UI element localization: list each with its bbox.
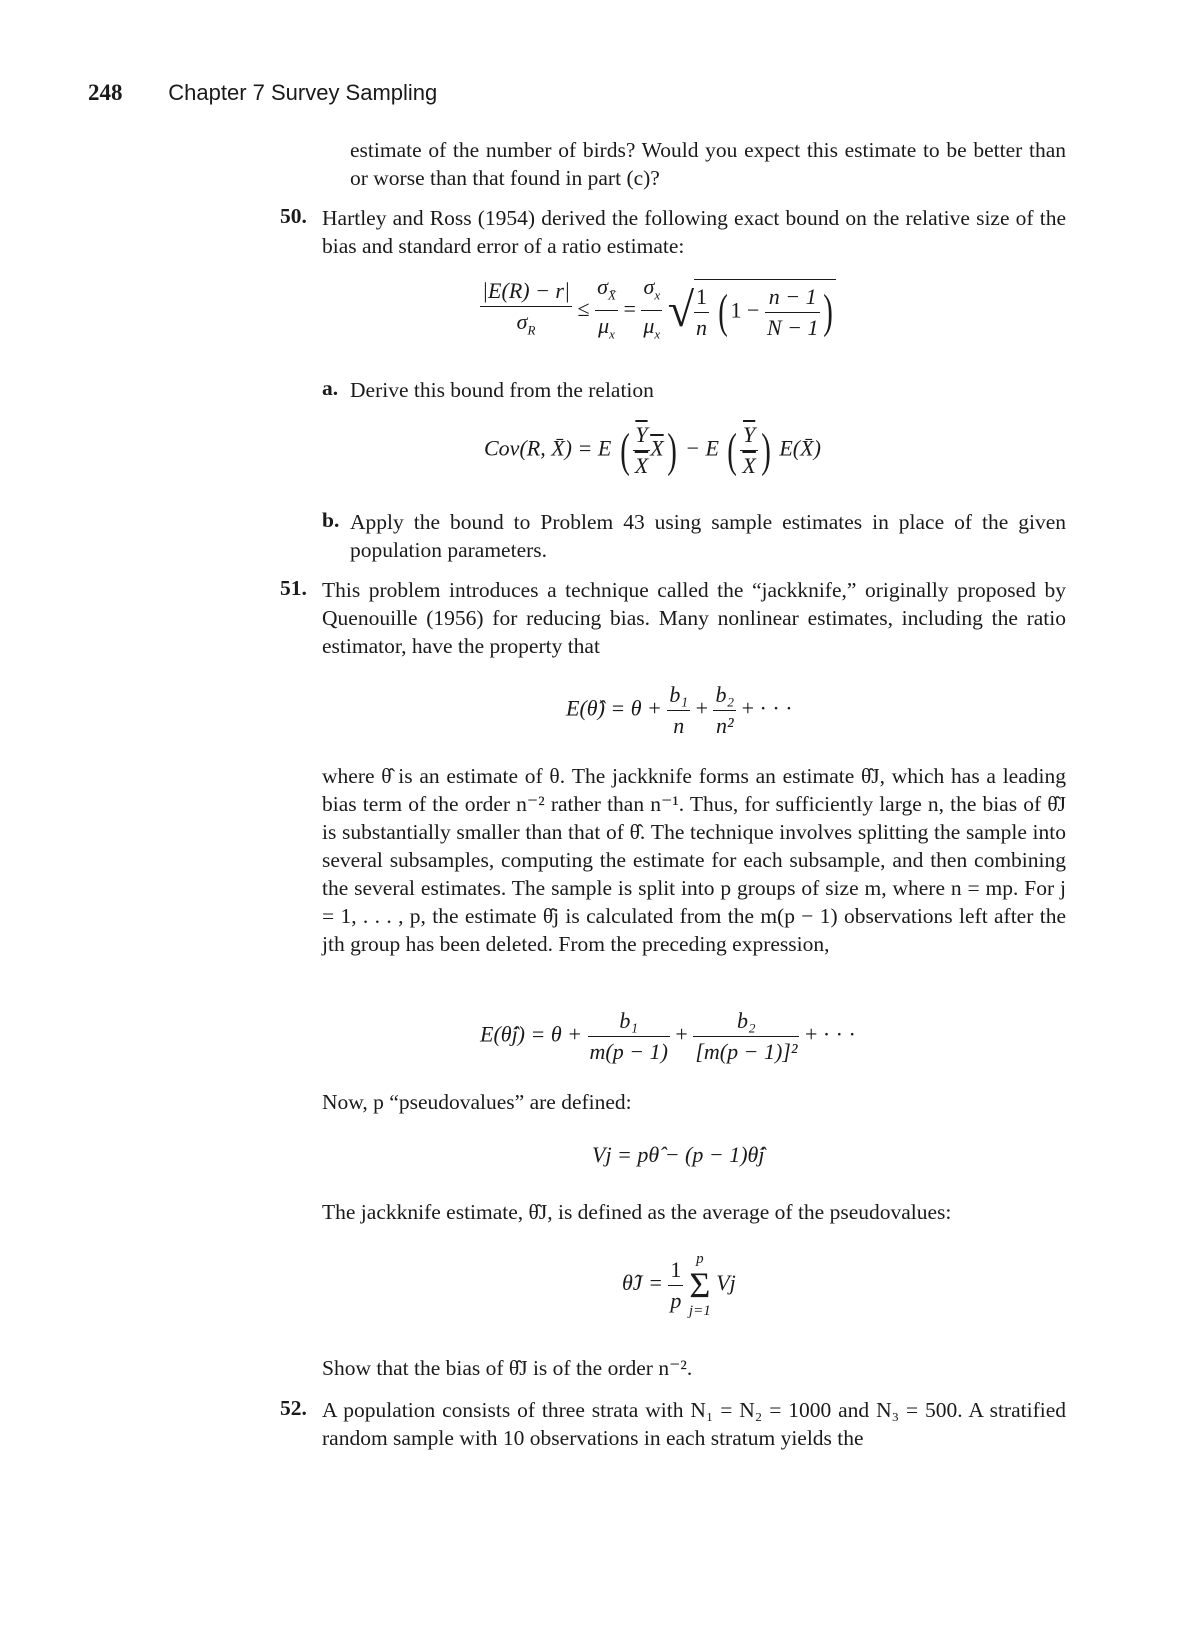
jackknife-estimate-equation: θ̂J = $\frac{1}{p}$ p Σ j=1 Vj [622,1251,736,1319]
problem-52-text: A population consists of three strata with N₁ = N₂ = 1000 and N₃ = 500. A stratified random sample with 10 observations in each stratum yields the [322,1398,1066,1450]
problem-52-number: 52. [280,1396,307,1420]
subsample-bias-equation: E(θ̂j) = θ + $\frac{\text{b₁}}{m(p - 1)}$ + $\frac{\text{b₂}}{\text{[m(p − 1)]²}}$ + · · · [480,1008,856,1064]
covariance-relation: Cov(R, X̄) = E ( $\frac{\overline{Y}}{X}$ $\overline{X}) - E$ ( $\frac{\overline{Y}}{X}$ ) E(X̄) [484,422,821,478]
problem-51-text: This problem introduces a technique called the “jackknife,” originally proposed by Quenouille (1956) for reducing bias. Many nonlinear estimates, including the ratio estimator, have the property that [322,578,1066,658]
bias-expansion-equation: E(θ̂) = θ + $\frac{\text{b₁}}{n}$ + $\frac{\text{b₂}}{\text{n²}}$ + · · · [566,682,793,738]
square-root: √ $\frac{1}{n}$ ( 1 − $\frac{n - 1}{N - 1}$ ) [668,279,837,343]
show-bias-text: Show that the bias of θ̂J is of the order n⁻². [322,1356,693,1380]
part-a-label: a. [322,376,339,400]
intro-paragraph: estimate of the number of birds? Would you expect this estimate to be better than or worse than that found in part (c)? [350,138,1066,190]
problem-51-number: 51. [280,576,307,600]
problem-50-number: 50. [280,204,307,228]
jackknife-definition-text: The jackknife estimate, θ̂J, is defined as the average of the pseudovalues: [322,1200,952,1224]
jackknife-description: where θ̂ is an estimate of θ. The jackknife forms an estimate θ̂J, which has a leading bias term of the order n⁻² rather than n⁻¹. Thus, for sufficiently large n, the bias of θ̂J is substantially smaller than that of θ̂. The technique involves splitting the sample into several subsamples, computing the estimate for each subsample, and then combining the several estimates. The sample is split into p groups of size m, where n = mp. For j = 1, . . . , p, the estimate θ̂j is calculated from the m(p − 1) observations left after the jth group has been deleted. From the preceding expression, [322,764,1066,956]
page-number: 248 [88,80,123,105]
pseudovalues-intro: Now, p “pseudovalues” are defined: [322,1090,632,1114]
hartley-ross-bound: $\frac{|E(R) - r|}{\sigma_R}$ ≤ $\frac{\sigma_{X̄}}{\mu_x}$ = $\frac{\sigma_x}{\mu_x}$ √ $\frac{1}{n}$ ( 1 − $\frac{n - 1}{N - 1}$ ) [480,272,836,350]
summation-symbol: p Σ j=1 [688,1251,711,1319]
part-b-text: Apply the bound to Problem 43 using sample estimates in place of the given population parameters. [350,510,1066,562]
chapter-title: Chapter 7 Survey Sampling [168,80,438,105]
problem-50-text: Hartley and Ross (1954) derived the following exact bound on the relative size of the bias and standard error of a ratio estimate: [322,206,1066,258]
pseudovalue-equation: Vj = pθ̂ − (p − 1)θ̂j [592,1142,765,1167]
part-b-label: b. [322,508,340,532]
bias-ratio-fraction: $\frac{|E(R) - r|}{\sigma_R}$ [482,278,571,338]
running-header [88,80,437,106]
part-a-text: Derive this bound from the relation [350,378,654,402]
